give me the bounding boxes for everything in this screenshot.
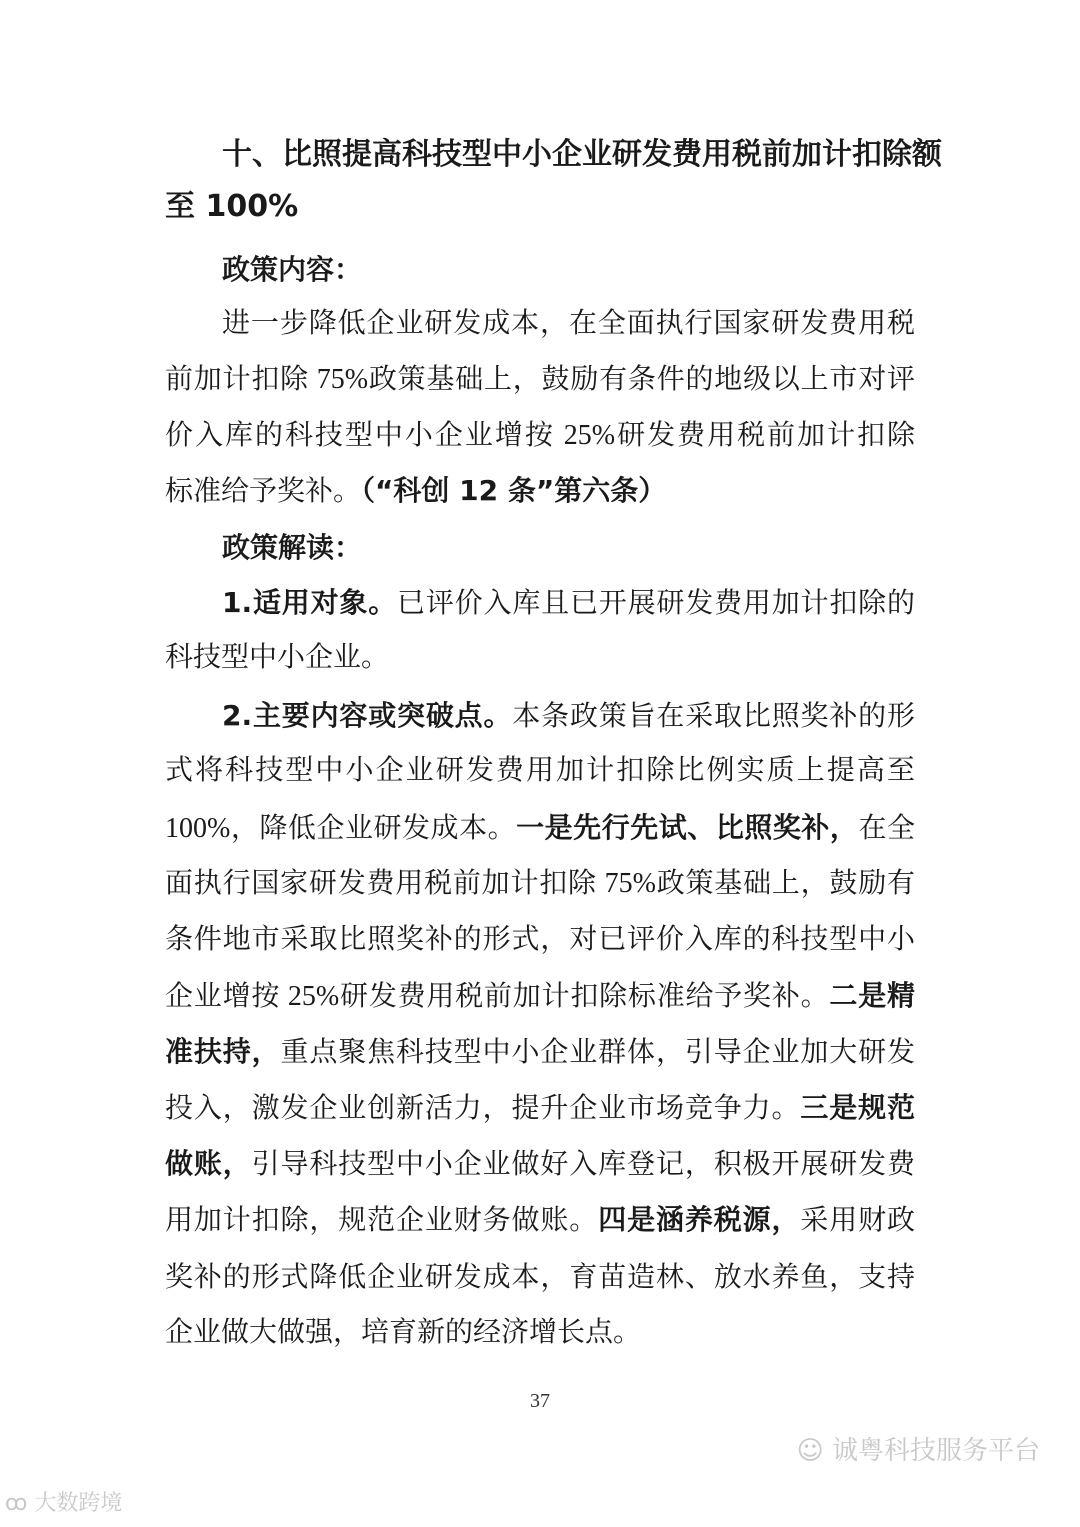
text-segment: 采用财政 — [800, 1205, 915, 1236]
text-segment: 面执行国家研发费用税前加计扣除 75%政策基础上，鼓励有 — [165, 868, 915, 899]
section-title-line — [165, 187, 915, 227]
text-segment: 重点聚焦科技型中小企业群体，引导企业加大研发 — [280, 1037, 915, 1068]
text-segment: 本条政策旨在采取比照奖补的形 — [512, 701, 915, 732]
bold-text: 至 100% — [165, 189, 299, 224]
text-line — [222, 528, 915, 568]
text-segment: 企业增按 25%研发费用税前加计扣除标准给予奖补。 — [165, 981, 830, 1012]
text-segment: 式将科技型中小企业研发费用加计扣除比例实质上提高至 — [165, 755, 915, 786]
wechat-watermark — [797, 1430, 1040, 1467]
text-line — [165, 471, 915, 511]
text-line — [165, 1200, 915, 1240]
text-segment: 投入，激发企业创新活力，提升企业市场竞争力。 — [165, 1093, 801, 1124]
text-line — [165, 1088, 915, 1128]
text-line — [165, 920, 915, 960]
text-line — [165, 1258, 915, 1298]
bold-text: 2.主要内容或突破点。 — [222, 699, 513, 732]
text-line — [165, 864, 915, 904]
text-line — [165, 638, 915, 678]
text-segment: 引导科技型中小企业做好入库登记，积极开展研发费 — [251, 1149, 915, 1180]
bold-text: 政策解读： — [222, 531, 363, 564]
text-segment: 企业做大做强，培育新的经济增长点。 — [165, 1317, 642, 1348]
bold-text: 四是涵养税源， — [598, 1203, 801, 1236]
text-line — [165, 751, 915, 791]
text-line — [165, 808, 915, 848]
page-number: 37 — [530, 1390, 550, 1412]
section-title-line — [222, 135, 942, 175]
text-line — [222, 696, 915, 736]
bold-text: 1.适用对象。 — [222, 586, 398, 619]
text-segment: 奖补的形式降低企业研发成本，育苗造林、放水养鱼，支持 — [165, 1262, 915, 1293]
watermark-text: 诚粤科技服务平台 — [831, 1436, 1040, 1466]
text-line — [165, 360, 915, 400]
bold-text: 二是精 — [829, 979, 915, 1012]
text-line — [222, 304, 915, 344]
text-segment: 前加计扣除 75%政策基础上，鼓励有条件的地级以上市对评 — [165, 364, 915, 395]
logo-icon: ꝏ — [5, 1491, 35, 1516]
text-segment: 100%，降低企业研发成本。 — [165, 813, 517, 844]
text-line — [165, 1313, 915, 1353]
bold-text: 做账， — [165, 1147, 252, 1180]
corner-watermark — [5, 1486, 122, 1517]
text-line — [165, 1032, 915, 1072]
text-segment: 标准给予奖补。 — [165, 476, 362, 507]
bold-text: （“科创 12 条”第六条） — [361, 474, 667, 507]
bold-text: 一是先行先试、比照奖补， — [516, 811, 859, 844]
bold-text: 准扶持， — [165, 1035, 281, 1068]
text-line — [165, 976, 915, 1016]
text-line — [165, 416, 915, 456]
watermark-text: 大数跨境 — [34, 1491, 123, 1516]
text-segment: 条件地市采取比照奖补的形式，对已评价入库的科技型中小 — [165, 924, 915, 955]
text-segment: 价入库的科技型中小企业增按 25%研发费用税前加计扣除 — [165, 420, 915, 451]
wechat-icon: ☺ — [796, 1436, 832, 1466]
bold-text: 政策内容： — [222, 253, 363, 286]
text-line — [222, 250, 915, 290]
text-segment: 科技型中小企业。 — [165, 642, 390, 673]
text-segment: 已评价入库且已开展研发费用加计扣除的 — [397, 588, 915, 619]
bold-text: 三是规范 — [800, 1091, 915, 1124]
text-segment: 用加计扣除，规范企业财务做账。 — [165, 1205, 599, 1236]
bold-text: 十、比照提高科技型中小企业研发费用税前加计扣除额 — [222, 137, 942, 172]
text-segment: 在全 — [858, 813, 915, 844]
text-line — [165, 1144, 915, 1184]
text-segment: 进一步降低企业研发成本，在全面执行国家研发费用税 — [222, 308, 915, 339]
text-line — [222, 583, 915, 623]
